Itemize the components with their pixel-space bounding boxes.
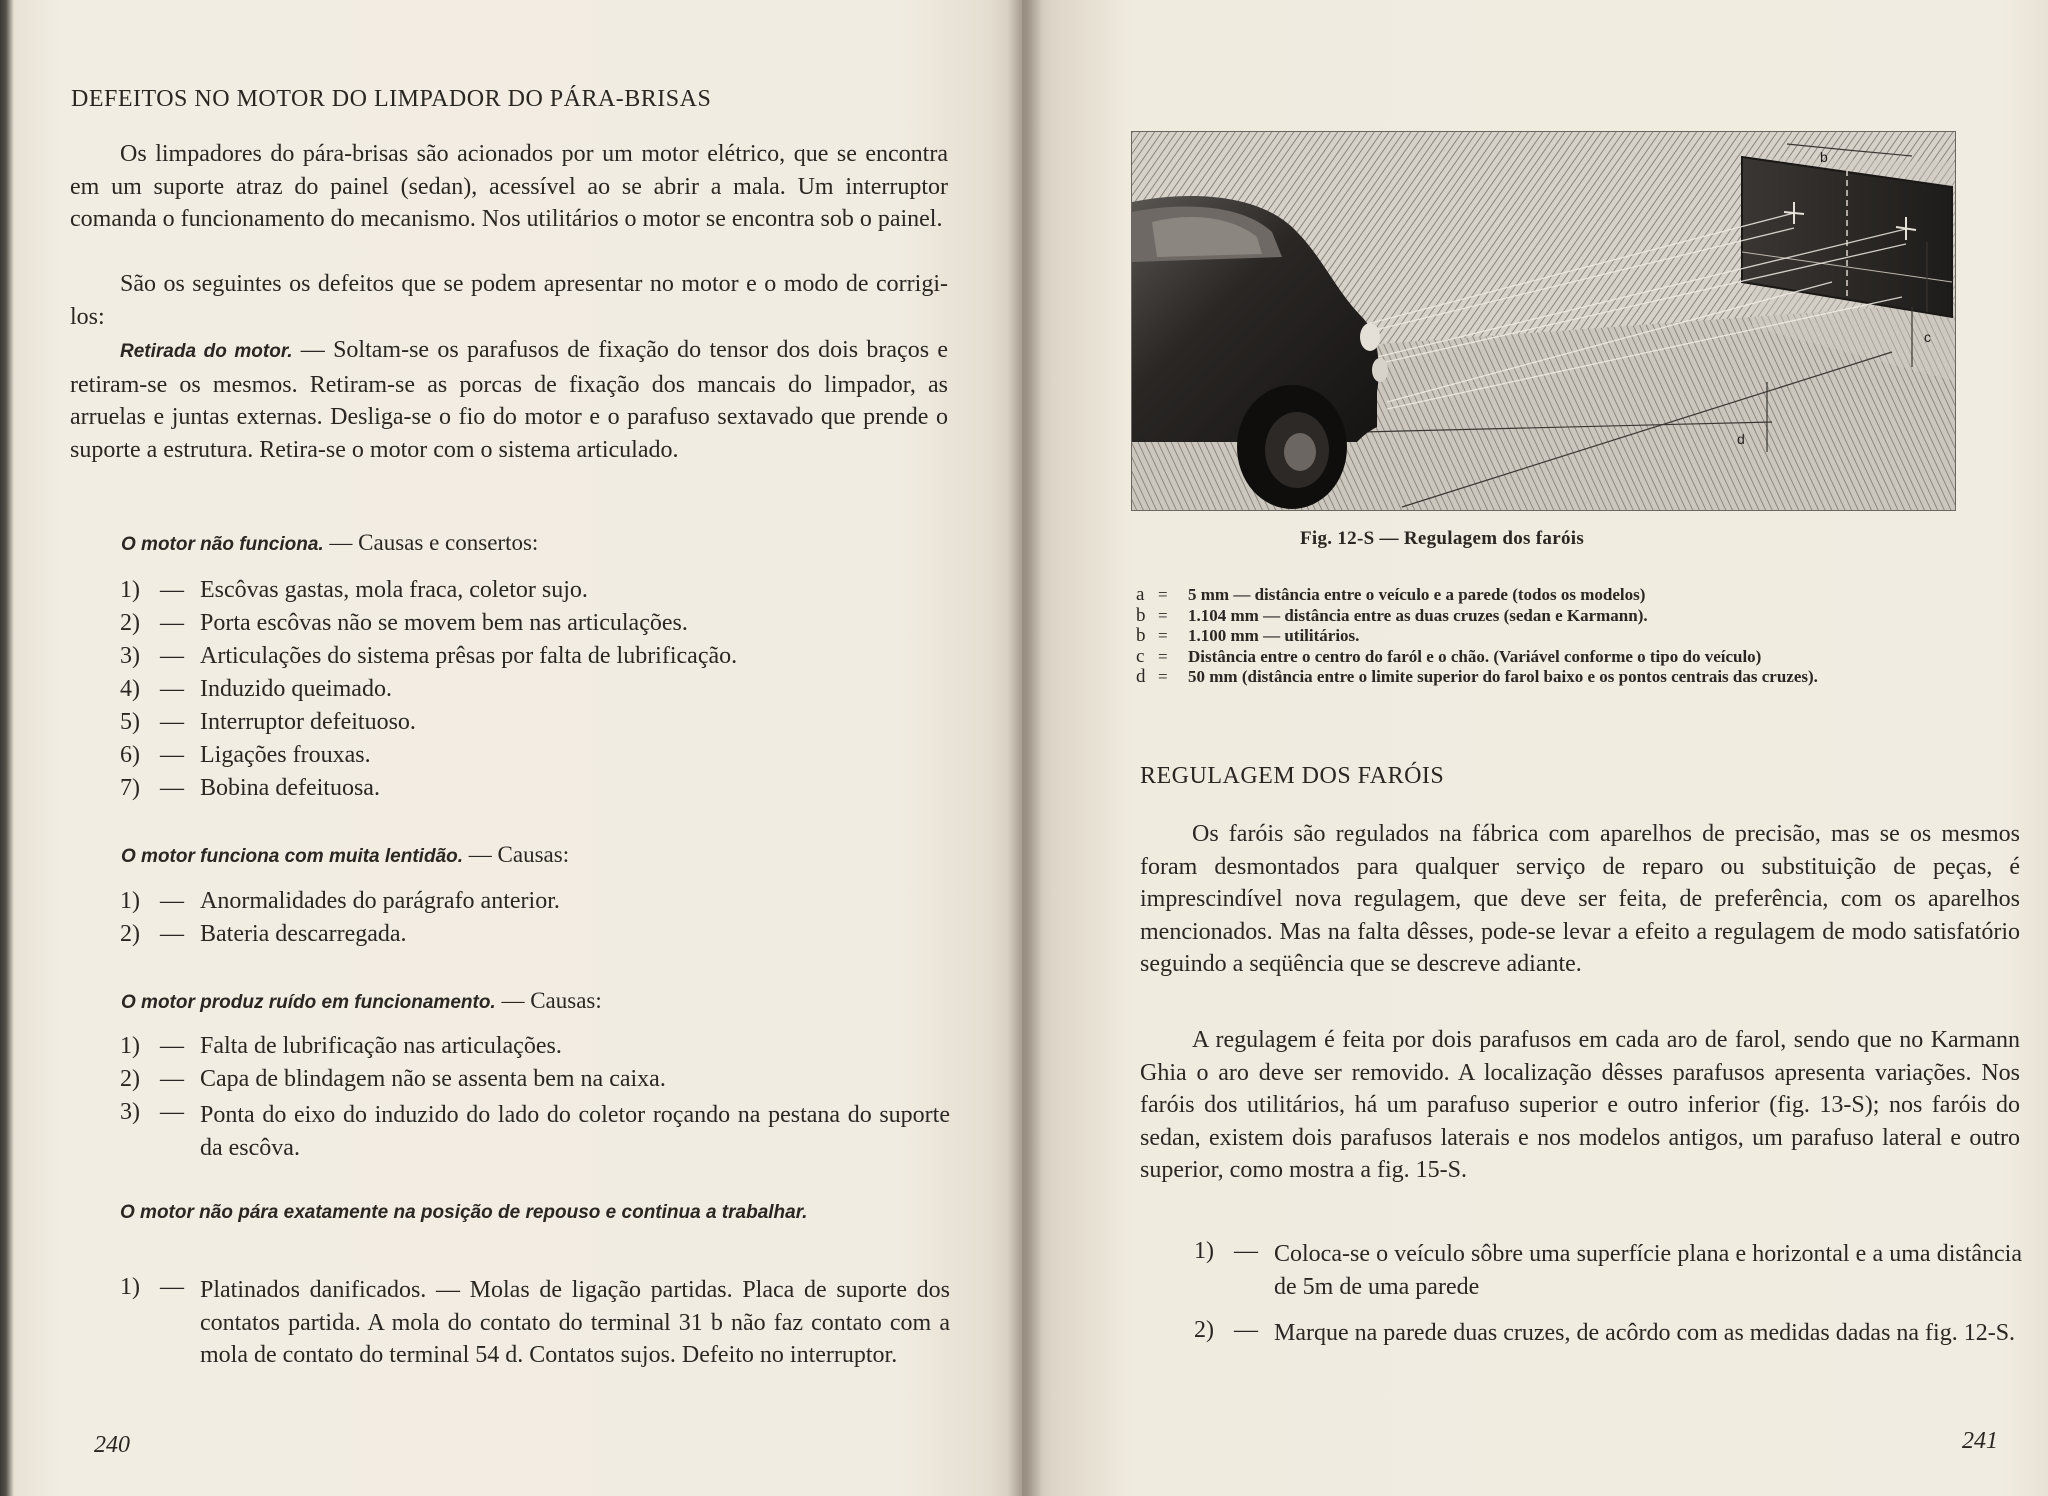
list-item: 6) — Ligações frouxas. <box>120 742 371 768</box>
headlight-paragraph-2: A regulagem é feita por dois parafusos em cada aro de farol, sendo que no Karmann Ghia o aro deve ser removido. A localização dêsses parafusos apresenta variações. Nos faróis dos utilitários, há um parafuso superior e outro inferior (fig. 13-S); nos faróis do sedan, existem dois parafusos laterais e nos modelos antigos, um parafuso lateral e outro superior, como mostra a fig. 15-S. <box>1140 1027 2020 1183</box>
causes-list-not-working <box>120 577 950 808</box>
figure-legend <box>1136 585 2016 688</box>
list-item: 5) — Interruptor defeituoso. <box>120 709 416 735</box>
list-item: 1) — Coloca-se o veículo sôbre uma superfície plana e horizontal e a uma distância de 5m de uma parede <box>1194 1238 2022 1300</box>
list-item: 3) — Articulações do sistema prêsas por falta de lubrificação. <box>120 643 738 669</box>
list-item: 7) — Bobina defeituosa. <box>120 775 380 801</box>
book-gutter <box>1008 0 1042 1496</box>
page-number-right: 241 <box>1962 1428 1998 1454</box>
intro-paragraph-2: São os seguintes os defeitos que se podem apresentar no motor e o modo de corrigi-los: <box>70 271 948 330</box>
figure-label-d: d <box>1737 431 1745 447</box>
section-heading-not-working: O motor não funciona. — Causas e consertos: <box>121 530 539 555</box>
removal-paragraph: Retirada do motor. — Soltam-se os parafusos de fixação do tensor dos dois braços e retiram-se os mesmos. Retiram-se as porcas de fixação dos mancais do limpador, as arruelas e juntas externas. Desliga-se o fio do motor e o parafuso sextavado que prende o suporte a estrutura. Retira-se o motor com o sistema articulado. <box>70 337 948 463</box>
causes-list-noise <box>120 1033 950 1164</box>
causes-list-no-stop <box>120 1274 950 1372</box>
list-item: 1) — Falta de lubrificação nas articulações. <box>120 1033 562 1059</box>
list-item: 2) — Capa de blindagem não se assenta bem na caixa. <box>120 1066 666 1092</box>
left-page-title: DEFEITOS NO MOTOR DO LIMPADOR DO PÁRA-BRISAS <box>71 86 712 112</box>
figure-label-b: b <box>1820 149 1828 165</box>
section-heading-no-stop: O motor não pára exatamente na posição de repouso e continua a trabalhar. <box>120 1202 808 1223</box>
list-item: 1) — Escôvas gastas, mola fraca, coletor sujo. <box>120 577 588 603</box>
list-item: 2) — Porta escôvas não se movem bem nas articulações. <box>120 610 688 636</box>
figure-caption: Fig. 12-S — Regulagem dos faróis <box>1300 528 1585 549</box>
right-page-title: REGULAGEM DOS FARÓIS <box>1140 763 1445 789</box>
legend-row: d = 50 mm (distância entre o limite superior do farol baixo e os pontos centrais das cruzes). <box>1136 666 1818 687</box>
legend-row: b = 1.100 mm — utilitários. <box>1136 625 1360 646</box>
figure-label-a: a <box>1932 264 1940 280</box>
list-item: 2) — Bateria descarregada. <box>120 921 407 947</box>
section-heading-slow: O motor funciona com muita lentidão. — Causas: <box>121 842 570 867</box>
list-item: 2) — Marque na parede duas cruzes, de acôrdo com as medidas dadas na fig. 12-S. <box>1194 1317 2016 1346</box>
list-item: 1) — Anormalidades do parágrafo anterior. <box>120 888 560 914</box>
headlight-adjustment-figure <box>1131 131 1956 511</box>
legend-row: c = Distância entre o centro do faról e o chão. (Variável conforme o tipo do veículo) <box>1136 645 1762 667</box>
headlight-paragraph-1: Os faróis são regulados na fábrica com aparelhos de precisão, mas se os mesmos foram desmontados para qualquer serviço de reparo ou substituição de peças, é imprescindível nova regulagem, que deve ser feita, de preferência, com os aparelhos mencionados. Mas na falta dêsses, pode-se levar a efeito a regulagem de modo satisfatório seguindo a seqüência que se descreve adiante. <box>1140 821 2020 977</box>
list-item: 4) — Induzido queimado. <box>120 676 392 702</box>
page-number-left: 240 <box>94 1432 130 1458</box>
legend-row: a = 5 mm — distância entre o veículo e a parede (todos os modelos) <box>1136 584 1646 605</box>
figure-illustration <box>1132 132 1956 511</box>
list-item: 1) — Platinados danificados. — Molas de ligação partidas. Placa de suporte dos contatos partida. A mola do contato do terminal 31 b não faz contato com a mola de contato do terminal 54 d. Contatos sujos. Defeito no interruptor. <box>120 1274 950 1368</box>
section-heading-noise: O motor produz ruído em funcionamento. — Causas: <box>121 988 602 1013</box>
legend-row: b = 1.104 mm — distância entre as duas cruzes (sedan e Karmann). <box>1136 604 1648 626</box>
figure-label-c: c <box>1924 329 1931 345</box>
adjustment-steps <box>1194 1238 2022 1350</box>
intro-paragraph-1: Os limpadores do pára-brisas são acionados por um motor elétrico, que se encontra em um suporte atraz do painel (sedan), acessível ao se abrir a mala. Um interruptor comanda o funcionamento do mecanismo. Nos utilitários o motor se encontra sob o painel. <box>70 141 948 232</box>
causes-list-slow <box>120 888 950 954</box>
list-item: 3) — Ponta do eixo do induzido do lado do coletor roçando na pestana do suporte da escôva. <box>120 1099 950 1161</box>
removal-label: Retirada do motor. <box>120 341 293 362</box>
